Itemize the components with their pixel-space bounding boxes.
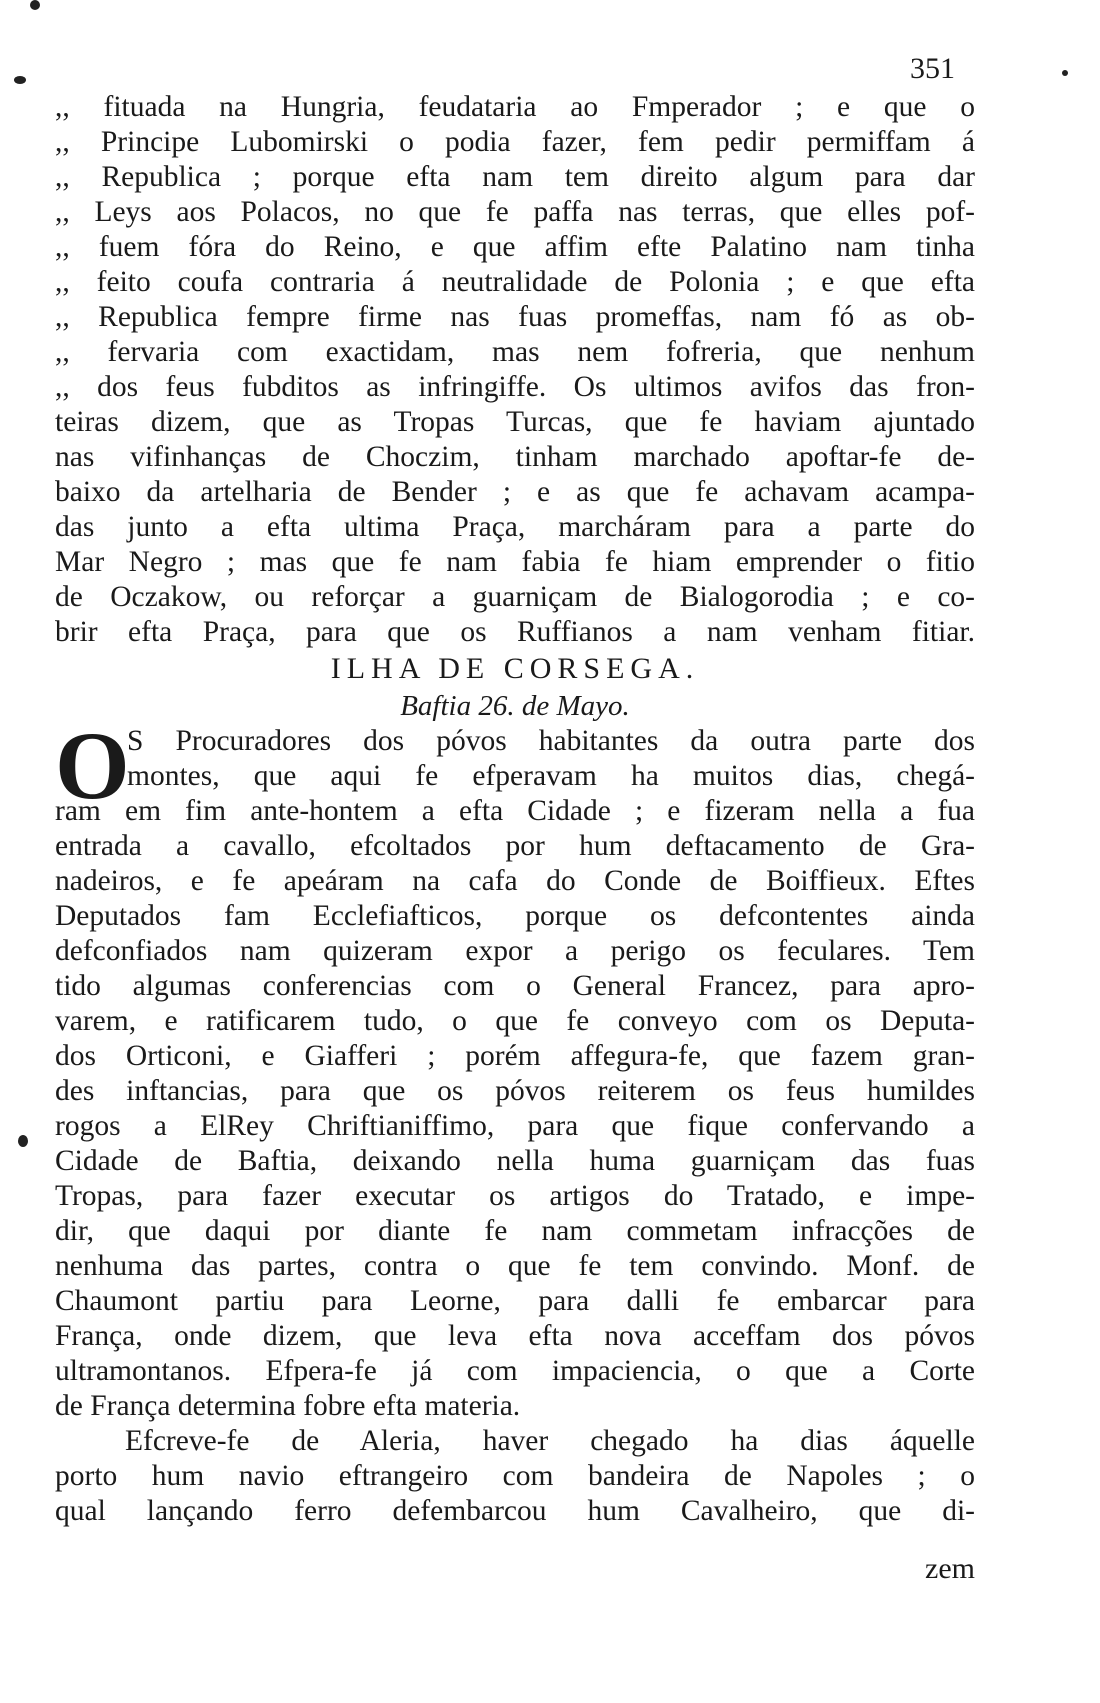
text-line: entrada a cavallo, efcoltados por hum deftacamento de Gra- <box>55 830 975 862</box>
text-line: de Oczakow, ou reforçar a guarniçam de Bialogorodia ; e co- <box>55 581 975 613</box>
text-line: ram em fim ante-hontem a efta Cidade ; e fizeram nella a fua <box>55 795 975 827</box>
text-line: S Procuradores dos póvos habitantes da outra parte dos <box>127 725 975 757</box>
text-line: das junto a efta ultima Praça, marcháram para a parte do <box>55 511 975 543</box>
text-line: nadeiros, e fe apeáram na cafa do Conde de Boiffieux. Eftes <box>55 865 975 897</box>
text-line: porto hum navio eftrangeiro com bandeira de Napoles ; o <box>55 1460 975 1492</box>
text-line: Chaumont partiu para Leorne, para dalli fe embarcar para <box>55 1285 975 1317</box>
scan-speck <box>30 0 40 10</box>
text-line: Mar Negro ; mas que fe nam fabia fe hiam emprender o fitio <box>55 546 975 578</box>
text-line: de França determina fobre efta materia. <box>55 1390 521 1422</box>
dateline: Baftia 26. de Mayo. <box>400 690 630 722</box>
text-line: ,, Republica ; porque efta nam tem direito algum para dar <box>55 161 975 193</box>
body-text <box>55 90 975 1529</box>
paragraph-continuation <box>55 90 975 650</box>
paragraph-corsega <box>55 712 975 1424</box>
text-line: nas vifinhanças de Choczim, tinham marchado apoftar-fe de- <box>55 441 975 473</box>
text-line: defconfiados nam quizeram expor a perigo os feculares. Tem <box>55 935 975 967</box>
catchword: zem <box>925 1552 975 1585</box>
text-line: tido algumas conferencias com o General Francez, para apro- <box>55 970 975 1002</box>
text-line: dos Orticoni, e Giafferi ; porém affegura-fe, que fazem gran- <box>55 1040 975 1072</box>
text-line: ,, dos feus fubditos as infringiffe. Os ultimos avifos das fron- <box>55 371 975 403</box>
text-line: França, onde dizem, que leva efta nova acceffam dos póvos <box>55 1320 975 1352</box>
text-line: ,, feito coufa contraria á neutralidade de Polonia ; e que efta <box>55 266 975 298</box>
text-line: Cidade de Baftia, deixando nella huma guarniçam das fuas <box>55 1145 975 1177</box>
text-line: ,, Republica fempre firme nas fuas promeffas, nam fó as ob- <box>55 301 975 333</box>
text-line: ,, fervaria com exactidam, mas nem fofreria, que nenhum <box>55 336 975 368</box>
scan-speck <box>14 76 26 84</box>
text-line: ,, Leys aos Polacos, no que fe paffa nas terras, que elles pof- <box>55 196 975 228</box>
text-line: Deputados fam Ecclefiafticos, porque os defcontentes ainda <box>55 900 975 932</box>
text-line: ,, fuem fóra do Reino, e que affim efte Palatino nam tinha <box>55 231 975 263</box>
text-line: ,, Principe Lubomirski o podia fazer, fem pedir permiffam á <box>55 126 975 158</box>
text-line: dir, que daqui por diante fe nam commetam infracções de <box>55 1215 975 1247</box>
paragraph-aleria <box>55 1424 975 1529</box>
text-line: qual lançando ferro defembarcou hum Cavalheiro, que di- <box>55 1495 975 1527</box>
drop-cap: O <box>55 712 130 819</box>
text-line: rogos a ElRey Chriftianiffimo, para que fique confervando a <box>55 1110 975 1142</box>
text-line: brir efta Praça, para que os Ruffianos a nam venham fitiar. <box>55 616 975 648</box>
text-line: varem, e ratificarem tudo, o que fe conveyo com os Deputa- <box>55 1005 975 1037</box>
text-line: nenhuma das partes, contra o que fe tem convindo. Monf. de <box>55 1250 975 1282</box>
page-number: 351 <box>910 52 955 85</box>
text-line: Efcreve-fe de Aleria, haver chegado ha dias áquelle <box>125 1425 975 1457</box>
scan-speck <box>18 1135 28 1147</box>
text-line: montes, que aqui fe efperavam ha muitos dias, chegá- <box>127 760 975 792</box>
section-heading: ILHA DE CORSEGA. <box>330 652 700 685</box>
scan-speck <box>1062 70 1068 76</box>
text-line: baixo da artelharia de Bender ; e as que fe achavam acampa- <box>55 476 975 508</box>
text-line: teiras dizem, que as Tropas Turcas, que fe haviam ajuntado <box>55 406 975 438</box>
text-line: ,, fituada na Hungria, feudataria ao Fmperador ; e que o <box>55 91 975 123</box>
text-line: Tropas, para fazer executar os artigos do Tratado, e impe- <box>55 1180 975 1212</box>
text-line: des inftancias, para que os póvos reiterem os feus humildes <box>55 1075 975 1107</box>
text-line: ultramontanos. Efpera-fe já com impaciencia, o que a Corte <box>55 1355 975 1387</box>
